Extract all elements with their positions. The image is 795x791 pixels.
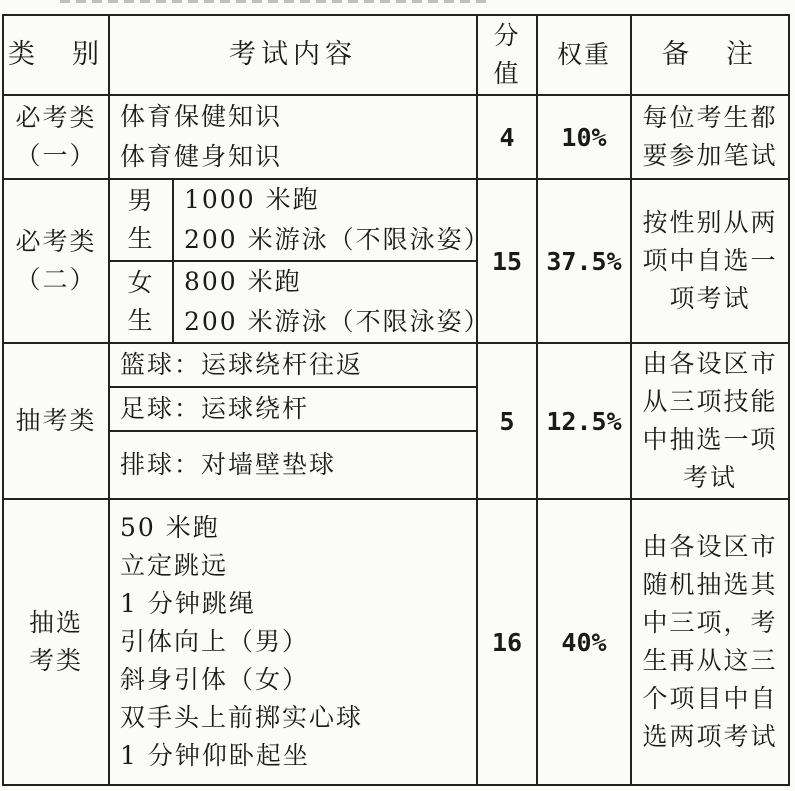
category-line: （一） xyxy=(15,141,97,170)
row-weight: 37.5% xyxy=(537,179,631,343)
category-line: 必考类 xyxy=(15,103,97,132)
note-line: 个项目中自 xyxy=(642,684,778,713)
note-line: 中三项，考 xyxy=(642,608,778,637)
category-line: 考类 xyxy=(28,646,83,675)
content-item: 50 米跑 xyxy=(120,513,220,542)
row-score: 16 xyxy=(477,499,537,785)
row-content xyxy=(109,343,477,387)
content-item: 斜身引体（女） xyxy=(120,665,310,694)
content-item: 立定跳远 xyxy=(120,551,229,580)
row-content xyxy=(109,387,477,431)
table-row xyxy=(3,499,789,785)
note-line: 考试 xyxy=(682,463,737,492)
exam-table xyxy=(2,14,790,786)
category-line: 抽选 xyxy=(28,608,83,637)
row-content xyxy=(109,431,477,499)
header-score xyxy=(477,15,537,95)
header-content: 考试内容 xyxy=(109,15,477,95)
row-weight: 10% xyxy=(537,95,631,179)
gender-line: 女 xyxy=(127,268,155,297)
header-category: 类 别 xyxy=(3,15,109,95)
content-item: 1 分钟仰卧起坐 xyxy=(120,741,310,770)
row-category xyxy=(3,499,109,785)
content-item: 篮球：运球绕杆往返 xyxy=(120,350,364,379)
table-row xyxy=(3,343,789,387)
category-line: 必考类 xyxy=(15,227,97,256)
content-item: 200 米游泳（不限泳姿） xyxy=(184,307,491,336)
note-line: 选两项考试 xyxy=(642,722,778,751)
row-score: 5 xyxy=(477,343,537,499)
row-category: 抽考类 xyxy=(3,343,109,499)
content-item: 体育保健知识 xyxy=(120,102,283,131)
row-category xyxy=(3,179,109,343)
row-weight: 40% xyxy=(537,499,631,785)
note-line: 从三项技能 xyxy=(642,387,778,416)
content-item: 双手头上前掷实心球 xyxy=(120,703,364,732)
gender-items-male xyxy=(173,179,491,261)
content-item: 排球：对墙壁垫球 xyxy=(120,450,337,479)
header-score-line: 值 xyxy=(493,59,521,88)
gender-items-female xyxy=(173,261,491,343)
row-score: 4 xyxy=(477,95,537,179)
cropped-previous-line xyxy=(60,0,490,3)
content-item: 引体向上（男） xyxy=(120,627,310,656)
row-weight: 12.5% xyxy=(537,343,631,499)
note-line: 由各设区市 xyxy=(642,532,778,561)
gender-line: 生 xyxy=(127,306,155,335)
content-item: 1 分钟跳绳 xyxy=(120,589,256,618)
note-line: 中抽选一项 xyxy=(642,425,778,454)
note-line: 生再从这三 xyxy=(642,646,778,675)
table-row xyxy=(3,179,789,261)
gender-line: 生 xyxy=(127,224,155,253)
note-line: 项考试 xyxy=(669,284,751,313)
header-weight: 权重 xyxy=(537,15,631,95)
row-note xyxy=(631,179,789,343)
row-note xyxy=(631,343,789,499)
content-item: 足球：运球绕杆 xyxy=(120,394,310,423)
gender-line: 男 xyxy=(127,186,155,215)
category-line: （二） xyxy=(15,265,97,294)
header-score-line: 分 xyxy=(493,21,521,50)
note-line: 由各设区市 xyxy=(642,349,778,378)
note-line: 按性别从两 xyxy=(642,208,778,237)
row-note xyxy=(631,95,789,179)
note-line: 每位考生都 xyxy=(642,103,778,132)
note-line: 随机抽选其 xyxy=(642,570,778,599)
gender-cell-female xyxy=(109,261,173,343)
row-content xyxy=(109,499,477,785)
table-row xyxy=(3,95,789,179)
row-score: 15 xyxy=(477,179,537,343)
content-item: 1000 米跑 xyxy=(184,185,320,214)
row-category xyxy=(3,95,109,179)
content-item: 200 米游泳（不限泳姿） xyxy=(184,225,491,254)
note-line: 要参加笔试 xyxy=(642,141,778,170)
gender-cell-male xyxy=(109,179,173,261)
row-content xyxy=(109,95,477,179)
content-item: 体育健身知识 xyxy=(120,142,283,171)
header-note: 备 注 xyxy=(631,15,789,95)
content-item: 800 米跑 xyxy=(184,267,302,296)
row-note xyxy=(631,499,789,785)
note-line: 项中自选一 xyxy=(642,246,778,275)
header-row xyxy=(3,15,789,95)
